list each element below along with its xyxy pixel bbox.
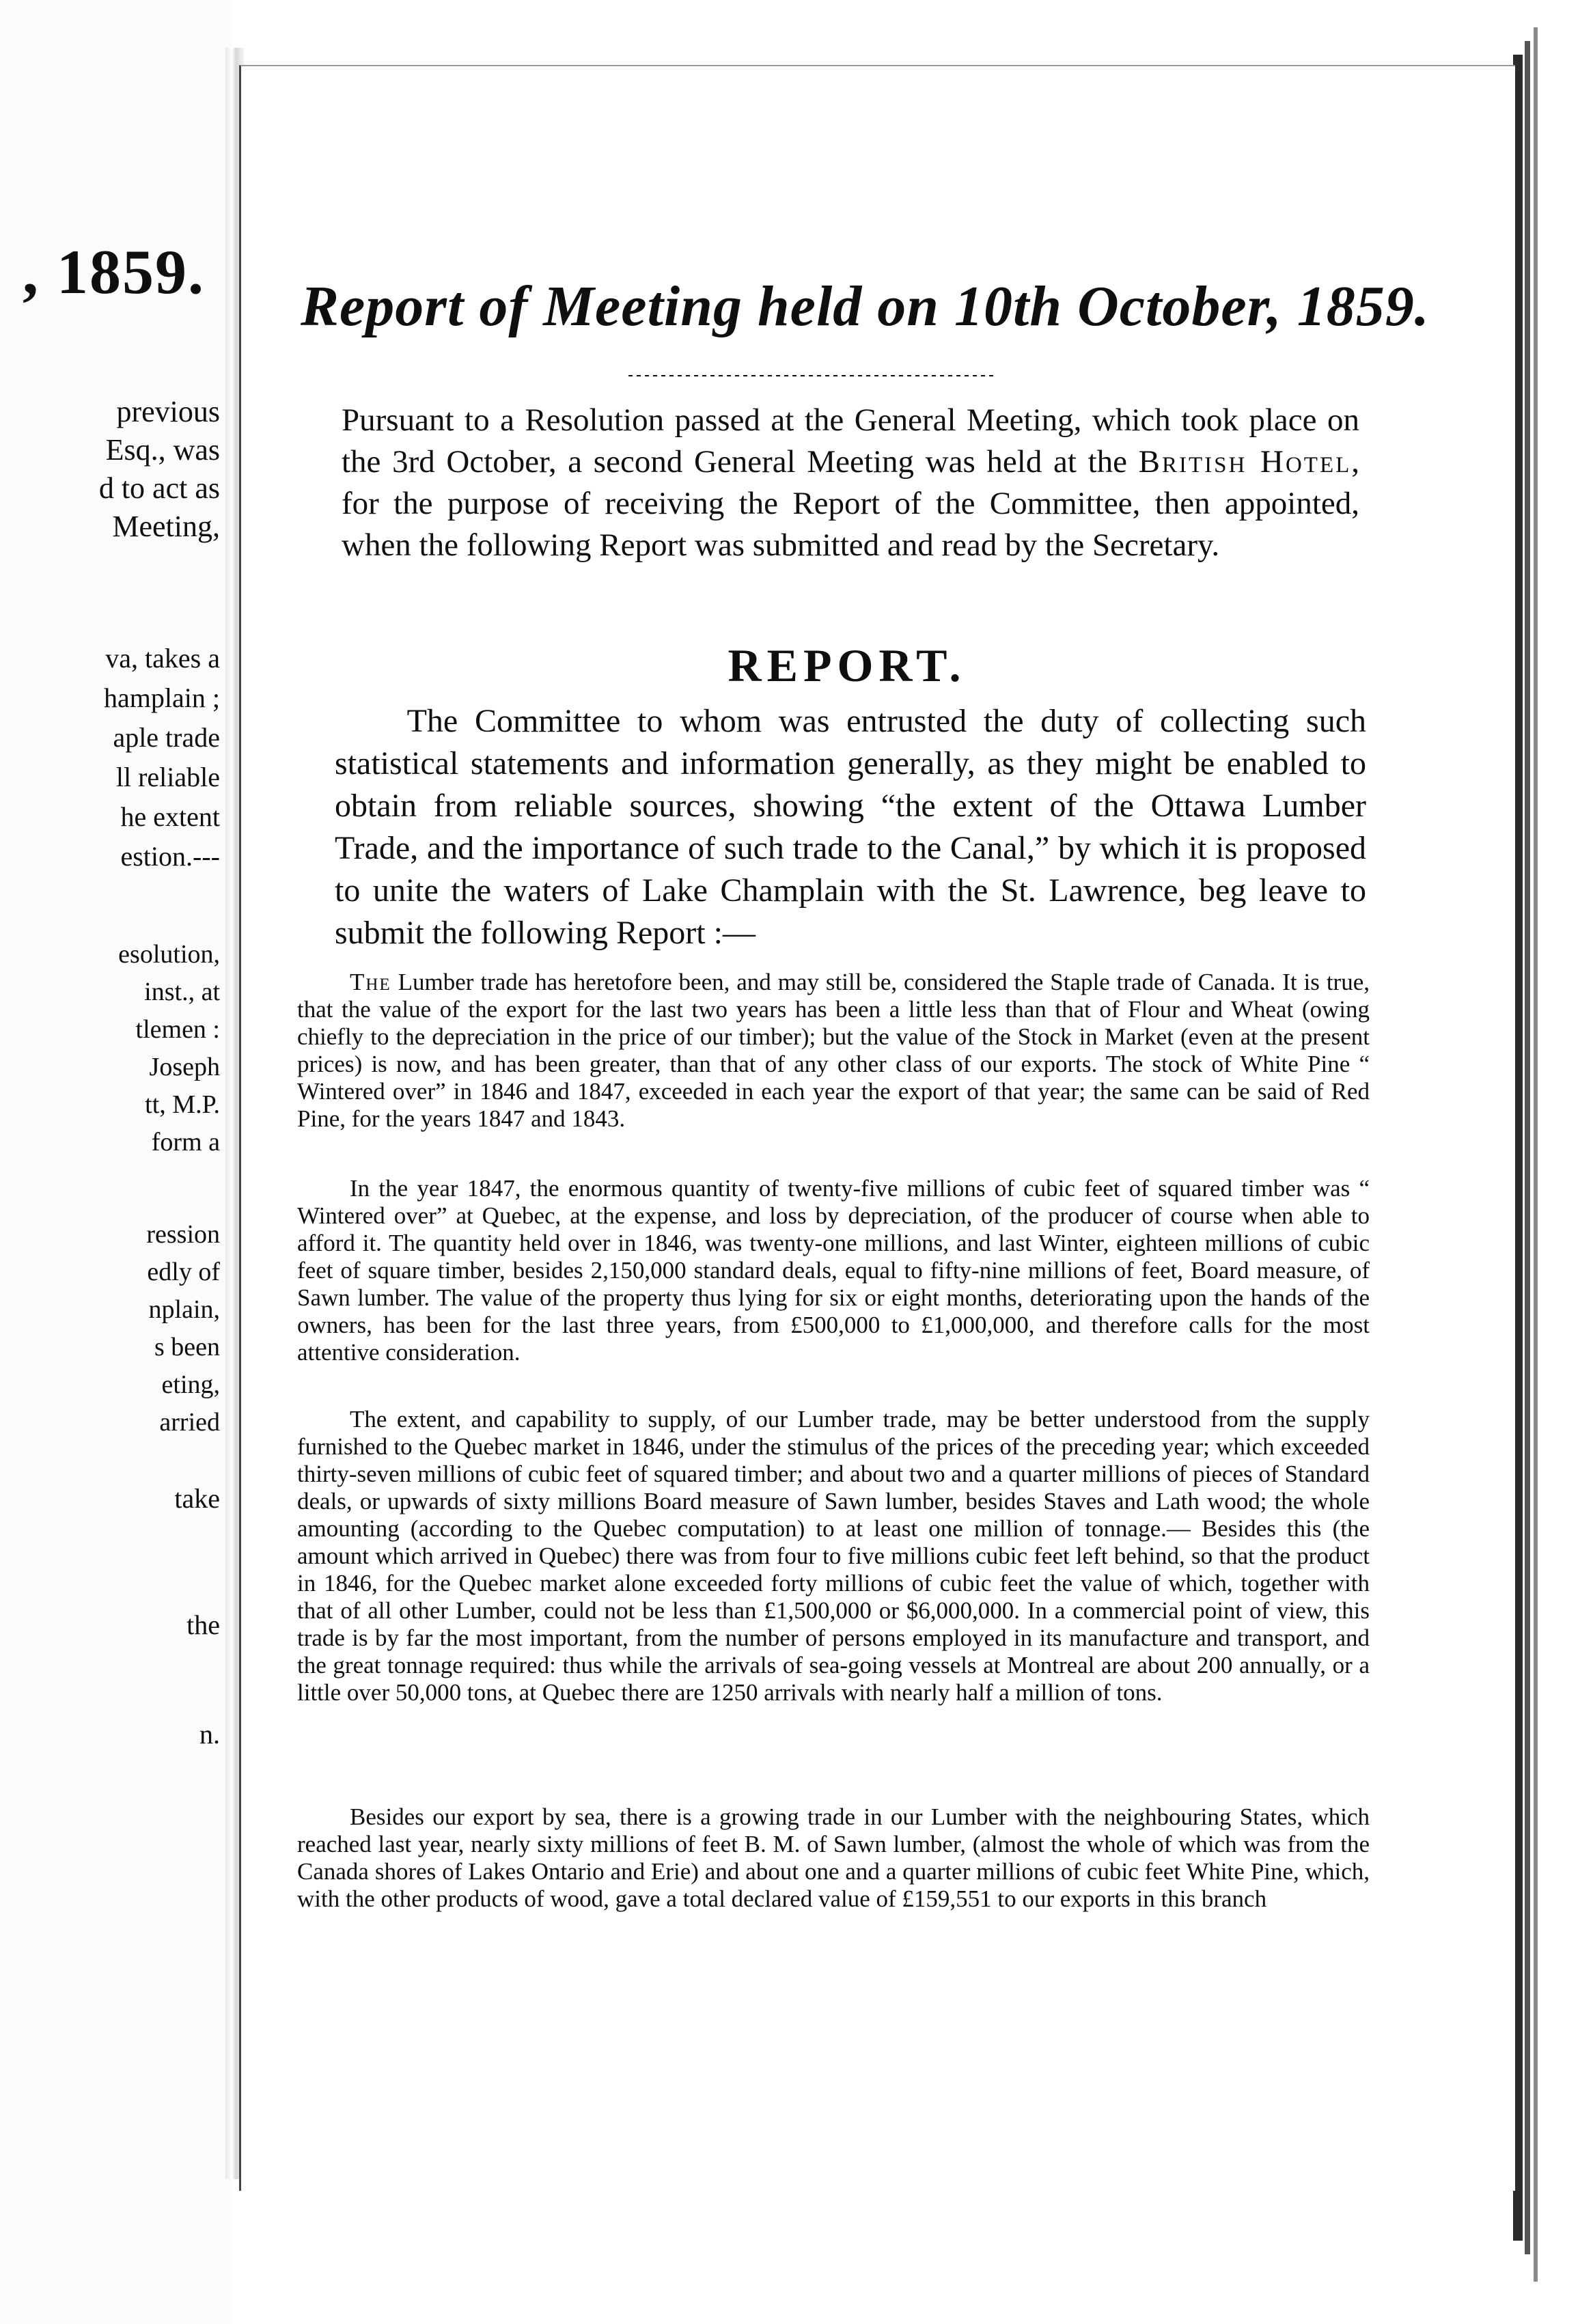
fragment-line: ression	[146, 1220, 220, 1249]
previous-page-year: , 1859.	[23, 237, 205, 307]
intro-text: , for the purpose of receiving the Report of the Committee, then appointed, when the following Report was submitted and read by the Secretary.	[342, 444, 1360, 563]
fragment-line: nplain,	[148, 1295, 220, 1324]
fragment-line: inst., at	[144, 978, 220, 1006]
previous-page-fragment	[0, 639, 220, 876]
fragment-line: tt, M.P.	[145, 1090, 220, 1119]
fragment-line: va, takes a	[105, 643, 220, 674]
previous-page-fragment	[0, 1715, 220, 1754]
fragment-line: tlemen :	[135, 1015, 220, 1044]
fragment-line: form a	[151, 1128, 220, 1157]
fragment-line: he extent	[120, 801, 220, 832]
intro-paragraph	[342, 400, 1359, 566]
intro-text: Pursuant to a Resolution passed at the General Meeting, which took place on the 3rd October, a second General Meeting was held at the	[342, 402, 1359, 480]
fragment-line: n.	[199, 1719, 220, 1749]
fragment-line: esolution,	[118, 940, 220, 969]
previous-page-fragment	[0, 1216, 220, 1441]
previous-page-fragment	[0, 1479, 220, 1519]
fragment-line: edly of	[147, 1258, 220, 1286]
body-paragraph: Besides our export by sea, there is a growing trade in our Lumber with the neighbouring States, which reached last year, nearly sixty millions of feet B. M. of Sawn lumber, (almost the whole of which was from the Canada shores of Lakes Ontario and Erie) and about one and a quarter millions of cubic feet White Pine, which, with the other products of wood, gave a total declared value of £159,551 to our exports in this branch	[297, 1803, 1370, 1912]
previous-page-fragment	[0, 936, 220, 1161]
fragment-line: previous	[116, 395, 220, 428]
fragment-line: hamplain ;	[104, 682, 220, 713]
fragment-line: eting,	[161, 1370, 220, 1399]
previous-page-fragment	[0, 1605, 220, 1645]
previous-page-fragment	[0, 393, 220, 546]
paragraph-lead: The	[350, 969, 391, 995]
page-headline: Report of Meeting held on 10th October, 1859.	[301, 275, 1430, 338]
fragment-line: take	[174, 1483, 220, 1514]
fragment-line: arried	[159, 1408, 220, 1437]
paragraph-text: Lumber trade has heretofore been, and may still be, considered the Staple trade of Canada. It is true, that the value of the export for the last two years has been a little less than that of Flour and Wheat (owing chiefly to the depreciation in the price of our timber); but the value of the Stock in Market (even at the present prices) is now, and has been greater, than that of any other class of our exports. The stock of White Pine “ Wintered over” in 1846 and 1847, exceeded in each year the export of that year; the same can be said of Red Pine, for the years 1847 and 1843.	[297, 969, 1370, 1132]
fragment-line: estion.---	[120, 841, 220, 872]
report-intro-paragraph: The Committee to whom was entrusted the duty of collecting such statistical statements and information generally, as they might be enabled to obtain from reliable sources, showing “the extent of the Ottawa Lumber Trade, and the importance of such trade to the Canal,” by which it is proposed to unite the waters of Lake Champlain with the St. Lawrence, beg leave to submit the following Report :—	[335, 703, 1366, 951]
report-title: REPORT.	[728, 639, 967, 691]
previous-page	[0, 0, 232, 2324]
fragment-line: Meeting,	[112, 510, 220, 543]
fragment-line: Joseph	[149, 1053, 220, 1081]
fragment-line: d to act as	[98, 471, 220, 505]
fragment-line: aple trade	[113, 722, 220, 753]
fragment-line: s been	[154, 1333, 220, 1361]
fragment-line: the	[186, 1609, 220, 1640]
body-paragraph: In the year 1847, the enormous quantity of twenty-five millions of cubic feet of squared timber was “ Wintered over” at Quebec, at the expense, and loss by depreciation, of the producer of course when able to afford it. The quantity held over in 1846, was twenty-one millions, and last Winter, eighteen millions of cubic feet of square timber, besides 2,150,000 standard deals, equal to fifty-nine millions of feet, Board measure, of Sawn lumber. The value of the property thus lying for six or eight months, deteriorating upon the hands of the owners, has been for the last three years, from £500,000 to £1,000,000, and therefore calls for the most attentive consideration.	[297, 1175, 1370, 1366]
page-edge	[1534, 27, 1538, 2282]
fragment-line: Esq., was	[105, 433, 220, 467]
body-paragraph: The extent, and capability to supply, of our Lumber trade, may be better understood from the supply furnished to the Quebec market in 1846, under the stimulus of the prices of the preceding year; which exceeded thirty-seven millions of cubic feet of squared timber; and about two and a quarter millions of pieces of Standard deals, or upwards of sixty millions Board measure of Sawn lumber, besides Staves and Lath wood; the whole amounting (according to the Quebec computation) to at least one million of tonnage.— Besides this (the amount which arrived in Quebec) there was from four to five millions cubic feet left behind, so that the product in 1846, for the Quebec market alone exceeded forty millions of cubic feet the value of which, together with that of all other Lumber, could not be less than £1,500,000 or $6,000,000. In a commercial point of view, this trade is by far the most important, from the number of persons employed in its manufacture and transport, and the great tonnage required: thus while the arrivals of sea-going vessels at Montreal are about 200 annually, or a little over 50,000 tons, at Quebec there are 1250 arrivals with nearly half a million of tons.	[297, 1406, 1370, 1706]
fragment-line: ll reliable	[115, 762, 220, 792]
page-edge	[1525, 41, 1530, 2254]
hotel-name: British Hotel	[1138, 444, 1352, 480]
body-paragraph	[297, 969, 1370, 1133]
